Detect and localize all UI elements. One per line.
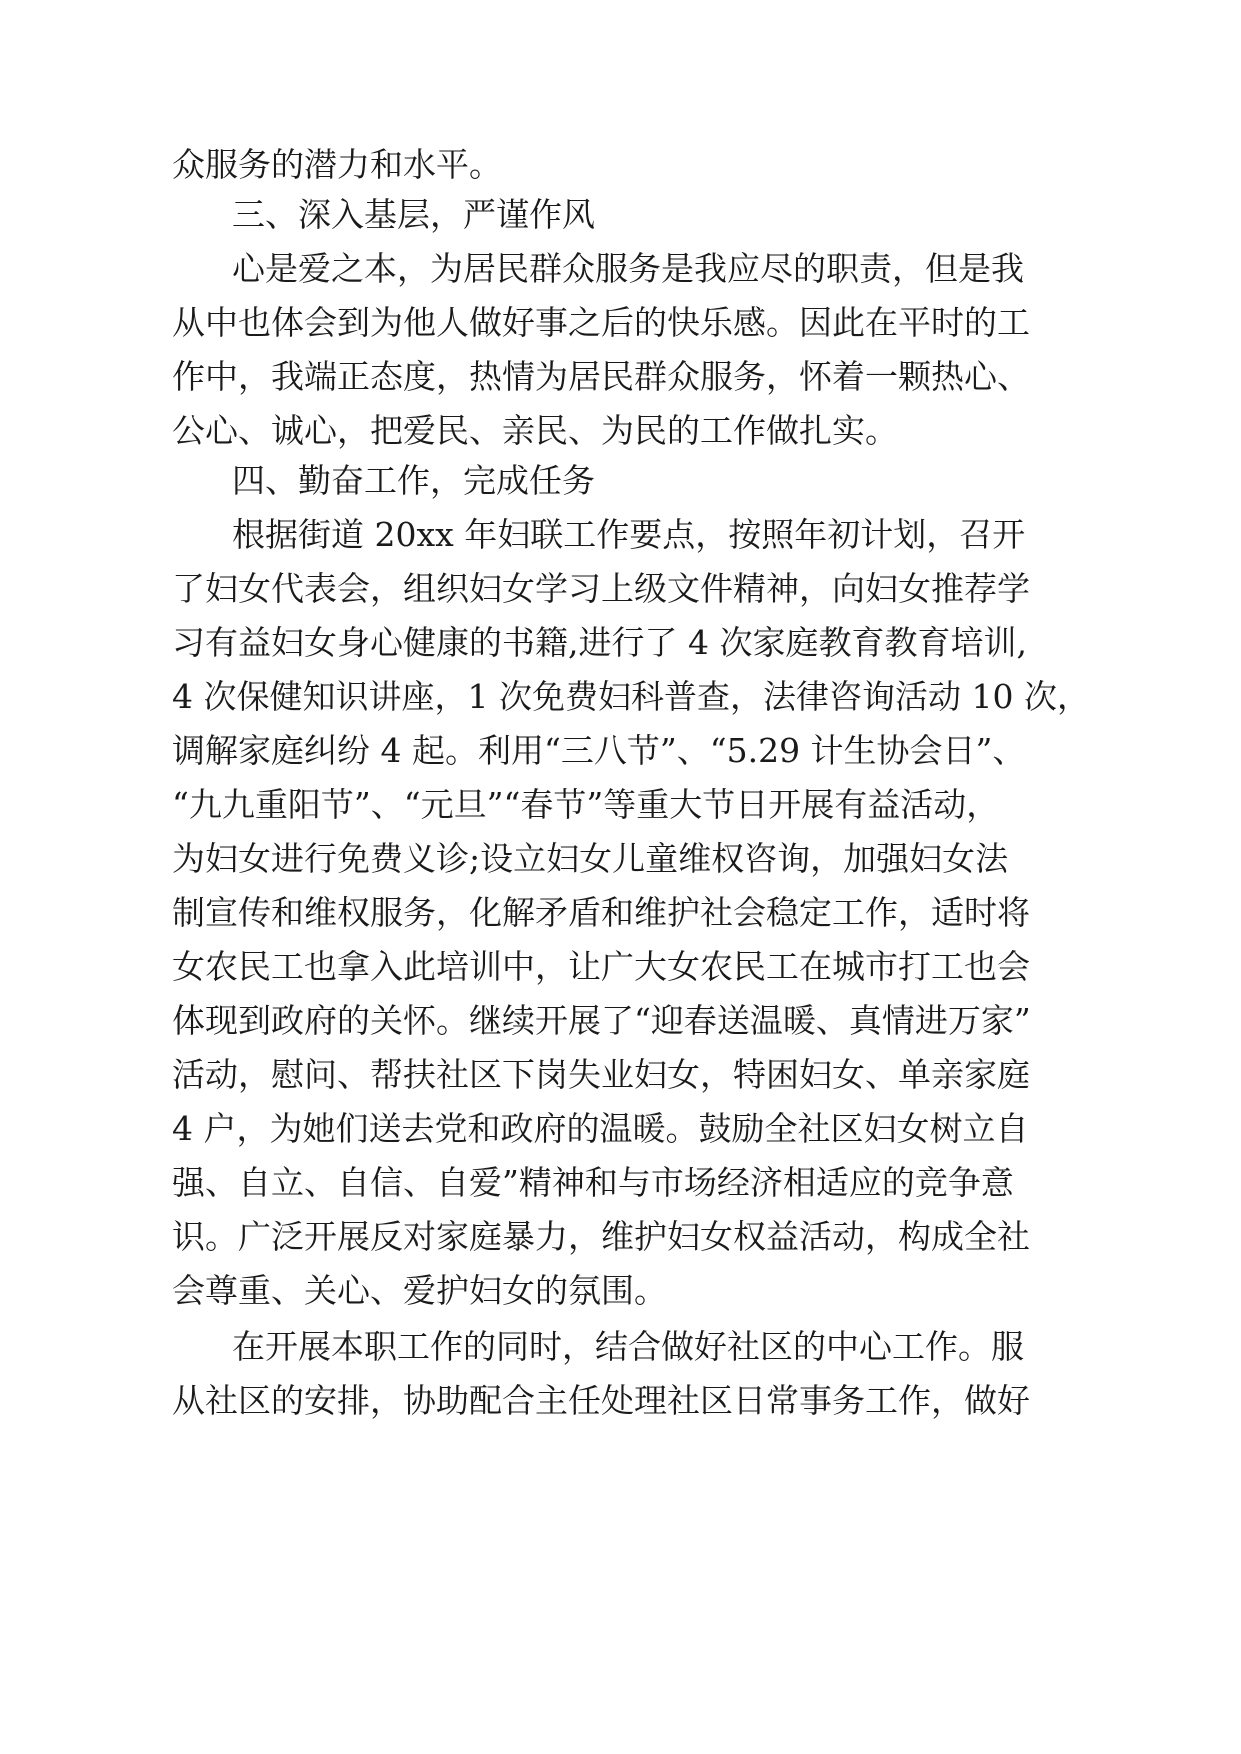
text-line: 调解家庭纠纷 4 起。利用“三八节”、“5.29 计生协会日”、 — [172, 731, 1026, 770]
text-line: 在开展本职工作的同时，结合做好社区的中心工作。服 — [232, 1327, 1024, 1366]
text-line: 从中也体会到为他人做好事之后的快乐感。因此在平时的工 — [172, 303, 1030, 342]
text-line: 公心、诚心，把爱民、亲民、为民的工作做扎实。 — [172, 411, 898, 450]
text-line: 识。广泛开展反对家庭暴力，维护妇女权益活动，构成全社 — [172, 1217, 1030, 1256]
text-line: 从社区的安排，协助配合主任处理社区日常事务工作，做好 — [172, 1381, 1030, 1420]
section-heading: 三、深入基层，严谨作风 — [232, 195, 595, 234]
text-line: 体现到政府的关怀。继续开展了“迎春送温暖、真情进万家” — [172, 1001, 1031, 1040]
text-line: 4 户，为她们送去党和政府的温暖。鼓励全社区妇女树立自 — [172, 1109, 1029, 1148]
text-line: 习有益妇女身心健康的书籍,进行了 4 次家庭教育教育培训, — [172, 623, 1027, 662]
text-line: 众服务的潜力和水平。 — [172, 145, 502, 184]
section-heading: 四、勤奋工作，完成任务 — [232, 461, 595, 500]
text-line: 了妇女代表会，组织妇女学习上级文件精神，向妇女推荐学 — [172, 569, 1030, 608]
text-line: 制宣传和维权服务，化解矛盾和维护社会稳定工作，适时将 — [172, 893, 1030, 932]
text-line: 心是爱之本，为居民群众服务是我应尽的职责，但是我 — [232, 249, 1024, 288]
text-line: “九九重阳节”、“元旦”“春节”等重大节日开展有益活动， — [172, 785, 1000, 824]
text-line: 活动，慰问、帮扶社区下岗失业妇女，特困妇女、单亲家庭 — [172, 1055, 1030, 1094]
text-line: 作中，我端正态度，热情为居民群众服务，怀着一颗热心、 — [172, 357, 1030, 396]
text-line: 会尊重、关心、爱护妇女的氛围。 — [172, 1271, 667, 1310]
text-line: 强、自立、自信、自爱”精神和与市场经济相适应的竞争意 — [172, 1163, 1014, 1202]
text-line: 根据街道 20xx 年妇联工作要点，按照年初计划，召开 — [232, 515, 1026, 554]
text-line: 女农民工也拿入此培训中，让广大女农民工在城市打工也会 — [172, 947, 1030, 986]
text-line: 4 次保健知识讲座，1 次免费妇科普查，法律咨询活动 10 次， — [172, 677, 1090, 716]
text-line: 为妇女进行免费义诊;设立妇女儿童维权咨询，加强妇女法 — [172, 839, 1009, 878]
